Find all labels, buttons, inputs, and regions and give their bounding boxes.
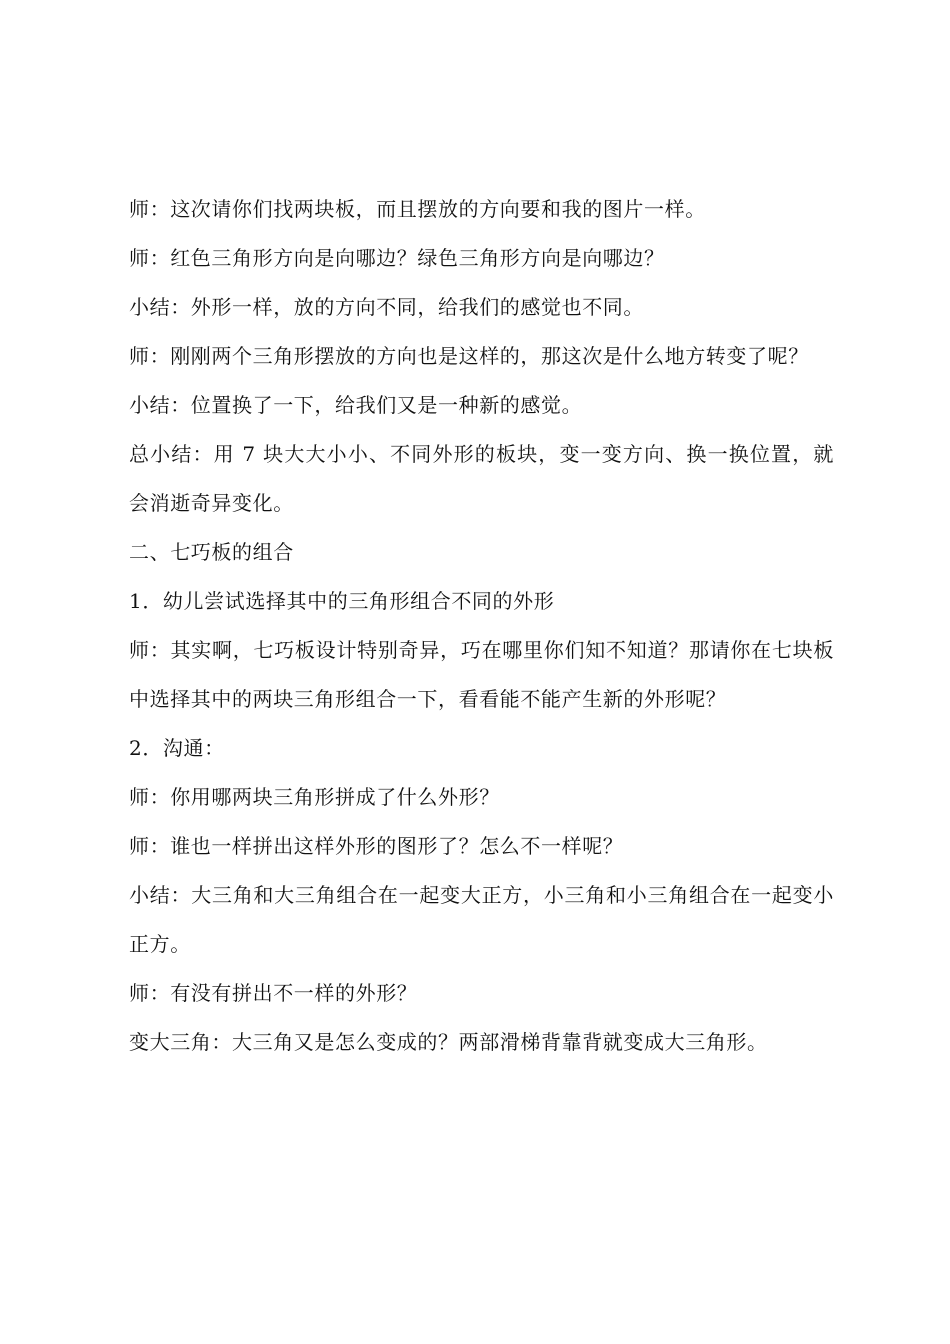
document-body — [129, 185, 834, 1067]
paragraph: 小结：外形一样，放的方向不同，给我们的感觉也不同。 — [129, 295, 644, 319]
paragraph: 小结：位置换了一下，给我们又是一种新的感觉。 — [129, 393, 583, 417]
paragraph: 1．幼儿尝试选择其中的三角形组合不同的外形 — [129, 589, 555, 613]
paragraph: 师：谁也一样拼出这样外形的图形了？怎么不一样呢？ — [129, 834, 624, 858]
paragraph: 师：红色三角形方向是向哪边？绿色三角形方向是向哪边？ — [129, 246, 665, 270]
paragraph: 师：你用哪两块三角形拼成了什么外形？ — [129, 785, 500, 809]
paragraph: 师：刚刚两个三角形摆放的方向也是这样的，那这次是什么地方转变了呢？ — [129, 344, 809, 368]
paragraph: 师：其实啊，七巧板设计特别奇异，巧在哪里你们知不知道？那请你在七块板中选择其中的两块三角形组合一下，看看能不能产生新的外形呢？ — [129, 638, 834, 711]
paragraph: 师：有没有拼出不一样的外形？ — [129, 981, 418, 1005]
paragraph: 师：这次请你们找两块板，而且摆放的方向要和我的图片一样。 — [129, 197, 706, 221]
paragraph: 变大三角：大三角又是怎么变成的？两部滑梯背靠背就变成大三角形。 — [129, 1030, 768, 1054]
section-heading: 二、七巧板的组合 — [129, 540, 294, 564]
paragraph: 2．沟通： — [129, 736, 225, 760]
paragraph: 总小结：用 7 块大大小小、不同外形的板块，变一变方向、换一换位置，就会消逝奇异变化。 — [129, 442, 834, 515]
paragraph: 小结：大三角和大三角组合在一起变大正方，小三角和小三角组合在一起变小正方。 — [129, 883, 834, 956]
